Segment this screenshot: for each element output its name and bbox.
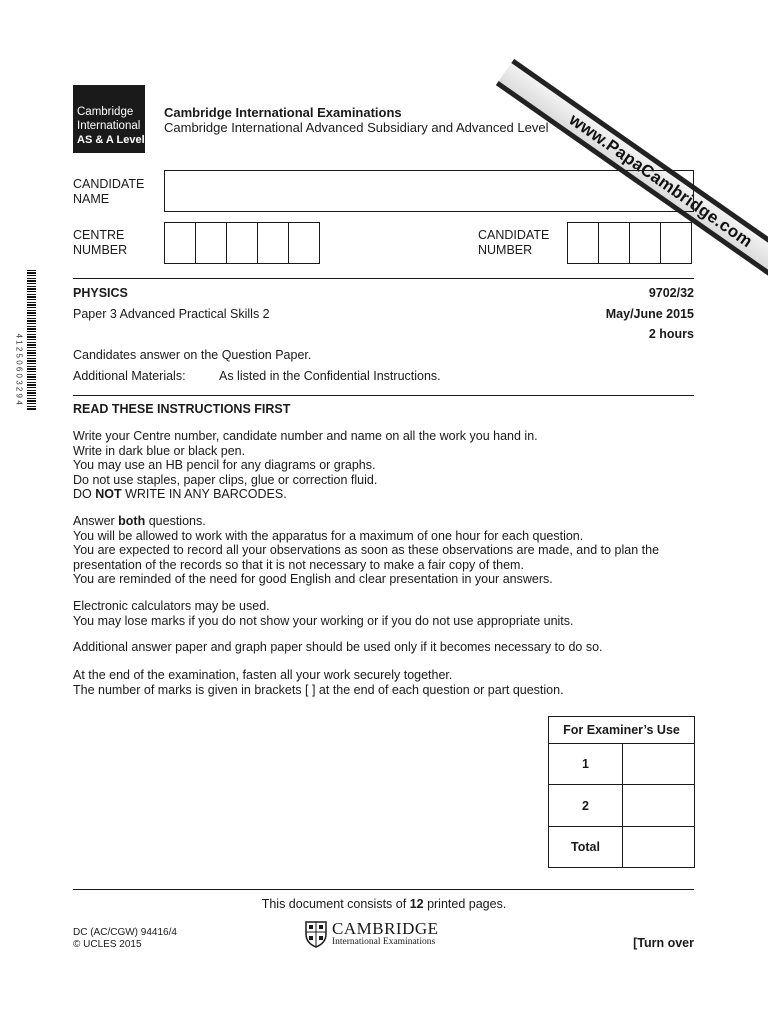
instructions-block-3 [73,599,698,628]
candidate-number-cell[interactable] [598,222,630,264]
divider [73,889,694,890]
instruction-line: You will be allowed to work with the apparatus for a maximum of one hour for each question. [73,528,584,543]
total-mark-cell[interactable] [623,827,695,868]
watermark-text: www.PapaCambridge.com [565,109,757,252]
candidate-number-boxes [567,222,692,264]
instructions-block-4 [73,640,698,655]
label-line: NUMBER [478,243,533,257]
text-run: questions. [145,514,206,528]
label-line: CANDIDATE [478,228,550,242]
text-run: DO [73,487,96,501]
mark-cell[interactable] [623,785,695,827]
instruction-line [73,487,698,502]
paper-title: Paper 3 Advanced Practical Skills 2 [73,307,270,321]
instruction-line: The number of marks is given in brackets [ ] at the end of each question or part question. [73,682,564,697]
brand-subtitle: International Examinations [332,937,436,947]
divider [73,395,694,396]
logo-line-2: International [77,120,141,132]
exam-session: May/June 2015 [605,307,694,321]
centre-number-boxes [164,222,320,264]
exam-board: Cambridge International Examinations [164,105,402,120]
instructions-block-1 [73,429,698,502]
instruction-line: You are reminded of the need for good English and clear presentation in your answers. [73,572,553,586]
qualification-title: Cambridge International Advanced Subsidiary and Advanced Level [164,120,549,135]
instruction-line: Write your Centre number, candidate number and name on all the work you hand in. [73,429,538,443]
centre-number-label [73,228,127,258]
materials-value: As listed in the Confidential Instructions. [219,369,441,383]
text-run: printed pages. [423,897,507,911]
subject: PHYSICS [73,286,128,300]
divider [73,278,694,279]
page-count: 12 [409,897,424,911]
examiner-use-heading: For Examiner’s Use [549,717,695,744]
crest-icon [304,920,328,948]
instruction-line [73,514,698,529]
centre-number-cell[interactable] [195,222,227,264]
logo-line-1: Cambridge [77,106,134,118]
instruction-line: presentation of the records so that it is not necessary to make a fair copy of them. [73,557,524,572]
instruction-line: Write in dark blue or black pen. [73,443,246,458]
instruction-line: Electronic calculators may be used. [73,599,270,613]
cambridge-as-a-level-logo [73,85,145,153]
paper-code: 9702/32 [648,286,694,300]
examiner-use-table [548,716,695,868]
candidate-number-cell[interactable] [567,222,599,264]
centre-number-cell[interactable] [164,222,196,264]
label-line: NAME [73,192,110,206]
candidate-number-label [478,228,549,258]
centre-number-cell[interactable] [257,222,289,264]
text-run: This document consists of [261,897,410,911]
question-label: 1 [549,744,623,785]
question-label: 2 [549,785,623,827]
instructions-heading: READ THESE INSTRUCTIONS FIRST [73,402,291,416]
label-line: NUMBER [73,243,128,257]
candidate-name-label [73,177,144,207]
page-count-note [0,897,768,912]
turn-over: [Turn over [633,936,694,950]
duration: 2 hours [648,327,694,341]
cambridge-international-examinations-logo [304,920,439,948]
total-label: Total [549,827,623,868]
barcode-digits: 4 1 2 5 0 6 0 3 2 9 4 [14,333,24,405]
text-run: WRITE IN ANY BARCODES. [121,487,287,501]
candidate-number-cell[interactable] [629,222,661,264]
reference-code: DC (AC/CGW) 94416/4 [73,927,177,938]
candidate-name-field[interactable] [164,170,694,212]
centre-number-cell[interactable] [226,222,258,264]
instructions-block-2 [73,514,698,587]
barcode [27,270,36,410]
instruction-line: You are expected to record all your observations as soon as these observations are made, and to plan the [73,543,660,557]
instruction-line: At the end of the examination, fasten all your work securely together. [73,668,453,682]
document-reference [73,927,177,951]
instruction-line: You may use an HB pencil for any diagrams or graphs. [73,458,376,472]
instruction-line: You may lose marks if you do not show your working or if you do not use appropriate units. [73,613,574,628]
label-line: CANDIDATE [73,177,145,191]
instruction-line: Additional answer paper and graph paper should be used only if it becomes necessary to do so. [73,640,603,654]
emphasis: NOT [95,487,122,501]
answer-on-paper-note: Candidates answer on the Question Paper. [73,348,312,362]
text-run: Answer [73,514,119,528]
emphasis: both [118,514,146,528]
label-line: CENTRE [73,228,125,242]
mark-cell[interactable] [623,744,695,785]
instructions-block-5 [73,668,698,697]
copyright: © UCLES 2015 [73,939,142,950]
brand-name: CAMBRIDGE [332,919,439,938]
materials-label: Additional Materials: [73,369,186,383]
logo-line-3: AS & A Level [77,134,145,146]
instruction-line: Do not use staples, paper clips, glue or correction fluid. [73,472,378,487]
centre-number-cell[interactable] [288,222,320,264]
candidate-number-cell[interactable] [660,222,692,264]
